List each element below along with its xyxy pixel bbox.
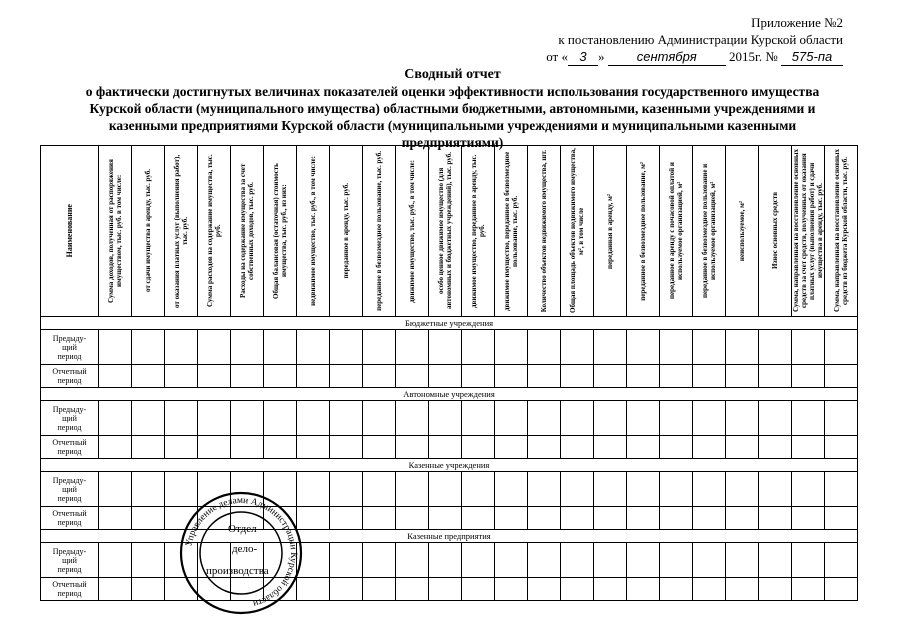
table-cell: [660, 578, 693, 601]
row-label: Отчетный период: [41, 507, 99, 530]
table-cell: [396, 578, 429, 601]
table-cell: [396, 401, 429, 436]
table-cell: [363, 543, 396, 578]
table-cell: [429, 472, 462, 507]
table-cell: [792, 543, 825, 578]
report-table: [40, 145, 858, 601]
table-cell: [594, 401, 627, 436]
table-cell: [825, 365, 858, 388]
table-cell: [627, 507, 660, 530]
table-cell: [99, 472, 132, 507]
table-cell: [99, 578, 132, 601]
table-cell: [99, 507, 132, 530]
column-header: Количество объектов недвижимого имущества, шт.: [528, 146, 561, 317]
table-cell: [726, 365, 759, 388]
table-cell: [627, 578, 660, 601]
table-cell: [726, 507, 759, 530]
table-cell: [198, 330, 231, 365]
table-cell: [825, 436, 858, 459]
table-cell: [396, 472, 429, 507]
table-cell: [825, 507, 858, 530]
table-cell: [528, 472, 561, 507]
row-label: Предыду- щий период: [41, 543, 99, 578]
column-header: переданное в безвозмездное пользование, тыс. руб.: [363, 146, 396, 317]
column-header: недвижимое имущество, тыс. руб., в том числе:: [297, 146, 330, 317]
table-cell: [825, 543, 858, 578]
table-cell: [660, 472, 693, 507]
table-cell: [396, 365, 429, 388]
table-cell: [528, 507, 561, 530]
table-cell: [726, 401, 759, 436]
table-cell: [627, 472, 660, 507]
column-header: переданное в аренду с почасовой оплатой и используемое организацией, м²: [660, 146, 693, 317]
stamp: [178, 490, 304, 616]
table-cell: [363, 507, 396, 530]
table-cell: [627, 330, 660, 365]
table-cell: [627, 543, 660, 578]
table-cell: [561, 436, 594, 459]
table-cell: [726, 472, 759, 507]
table-cell: [594, 365, 627, 388]
table-cell: [132, 543, 165, 578]
decree-day: 3: [568, 48, 598, 66]
table-cell: [429, 401, 462, 436]
table-cell: [495, 578, 528, 601]
table-cell: [429, 436, 462, 459]
table-cell: [627, 401, 660, 436]
table-cell: [660, 543, 693, 578]
table-cell: [396, 330, 429, 365]
table-cell: [462, 472, 495, 507]
table-cell: [726, 436, 759, 459]
table-cell: [99, 543, 132, 578]
table-cell: [396, 543, 429, 578]
table-cell: [462, 330, 495, 365]
section-title: Казенные предприятия: [41, 530, 858, 543]
column-header: особо ценное движимое имущество (для автономных и бюджетных учреждений), тыс. руб.: [429, 146, 462, 317]
table-cell: [792, 365, 825, 388]
table-cell: [594, 436, 627, 459]
table-cell: [198, 436, 231, 459]
table-cell: [693, 401, 726, 436]
table-cell: [825, 578, 858, 601]
table-cell: [693, 472, 726, 507]
table-cell: [792, 507, 825, 530]
appendix-date-line: от « 3 » сентября 2015г. № 575-па: [546, 48, 843, 66]
column-header: движимое имущество, переданное в безвозмездное пользование, тыс. руб.: [495, 146, 528, 317]
table-cell: [231, 330, 264, 365]
previous-period-row: [41, 330, 858, 365]
row-label: Отчетный период: [41, 436, 99, 459]
table-cell: [759, 330, 792, 365]
table-cell: [165, 436, 198, 459]
table-cell: [594, 472, 627, 507]
table-cell: [330, 472, 363, 507]
table-cell: [693, 543, 726, 578]
column-header: Сумма расходов на содержание имущества, тыс. руб.: [198, 146, 231, 317]
table-cell: [363, 365, 396, 388]
table-cell: [462, 401, 495, 436]
column-header: неиспользуемое, м²: [726, 146, 759, 317]
appendix-decree: к постановлению Администрации Курской области: [558, 32, 843, 47]
reporting-period-row: [41, 365, 858, 388]
table-cell: [132, 472, 165, 507]
table-cell: [627, 436, 660, 459]
table-cell: [528, 543, 561, 578]
previous-period-row: [41, 472, 858, 507]
column-header: Общая площадь объектов недвижимого имущества, м², в том числе: [561, 146, 594, 317]
column-header-name: Наименование: [41, 146, 99, 317]
table-cell: [132, 365, 165, 388]
table-cell: [660, 365, 693, 388]
table-cell: [231, 401, 264, 436]
table-cell: [594, 330, 627, 365]
table-cell: [297, 365, 330, 388]
column-header: переданное в безвозмездное пользование и используемое организацией, м²: [693, 146, 726, 317]
previous-period-row: [41, 401, 858, 436]
table-cell: [165, 365, 198, 388]
table-cell: [396, 507, 429, 530]
table-cell: [363, 472, 396, 507]
column-header: Сумма, направленная на восстановление основных средств из бюджета Курской области, тыс. руб.: [825, 146, 858, 317]
table-cell: [297, 330, 330, 365]
table-cell: [561, 472, 594, 507]
table-cell: [363, 401, 396, 436]
table-cell: [825, 472, 858, 507]
table-cell: [462, 543, 495, 578]
table-cell: [693, 436, 726, 459]
table-cell: [198, 365, 231, 388]
decree-month: сентября: [608, 48, 726, 66]
table-cell: [330, 578, 363, 601]
table-cell: [594, 578, 627, 601]
table-cell: [825, 401, 858, 436]
table-cell: [264, 365, 297, 388]
table-cell: [132, 578, 165, 601]
section-row: [41, 459, 858, 472]
column-header: Износ основных средств: [759, 146, 792, 317]
column-header: переданное в безвозмездное пользование, м²: [627, 146, 660, 317]
column-header: от оказания платных услуг (выполнения работ), тыс. руб.: [165, 146, 198, 317]
report-title: [60, 66, 845, 151]
table-cell: [462, 365, 495, 388]
table-header-row: [41, 146, 858, 317]
column-header: Сумма, направленная на восстановление основных средств за счет средств, полученных от оказания платных услуг (выполнения работ) и сдачи имущества в аренду, тыс. руб.: [792, 146, 825, 317]
table-cell: [429, 578, 462, 601]
table-cell: [363, 330, 396, 365]
column-header: переданное в аренду, тыс. руб.: [330, 146, 363, 317]
table-cell: [825, 330, 858, 365]
table-cell: [693, 365, 726, 388]
table-cell: [495, 365, 528, 388]
report-title-main: Сводный отчет: [404, 67, 501, 82]
row-label: Отчетный период: [41, 365, 99, 388]
table-cell: [693, 507, 726, 530]
column-header: Расходы на содержание имущества за счет собственных доходов, тыс. руб.: [231, 146, 264, 317]
table-cell: [528, 401, 561, 436]
table-cell: [792, 578, 825, 601]
table-cell: [495, 507, 528, 530]
table-cell: [561, 401, 594, 436]
table-cell: [264, 330, 297, 365]
table-cell: [495, 330, 528, 365]
stamp-center-2: дело-: [232, 543, 258, 555]
table-cell: [330, 507, 363, 530]
row-label: Предыду- щий период: [41, 472, 99, 507]
table-cell: [330, 436, 363, 459]
table-cell: [792, 330, 825, 365]
table-cell: [132, 436, 165, 459]
table-cell: [165, 401, 198, 436]
table-cell: [792, 436, 825, 459]
appendix-header: [546, 14, 843, 66]
table-cell: [297, 436, 330, 459]
reporting-period-row: [41, 578, 858, 601]
stamp-ring-text: Управление делами Администрации Курской области: [184, 495, 299, 609]
table-cell: [594, 507, 627, 530]
table-cell: [462, 578, 495, 601]
column-header: Общая балансовая (остаточная) стоимость имущества, тыс. руб., из них:: [264, 146, 297, 317]
table-cell: [759, 365, 792, 388]
table-cell: [759, 543, 792, 578]
table-cell: [495, 401, 528, 436]
table-cell: [561, 507, 594, 530]
reporting-period-row: [41, 507, 858, 530]
table-cell: [528, 330, 561, 365]
table-cell: [759, 401, 792, 436]
appendix-number: Приложение №2: [751, 15, 843, 30]
table-cell: [363, 578, 396, 601]
table-cell: [99, 365, 132, 388]
table-cell: [264, 436, 297, 459]
stamp-center-3: производства: [206, 565, 269, 577]
table-cell: [462, 507, 495, 530]
table-cell: [396, 436, 429, 459]
table-cell: [495, 436, 528, 459]
column-header: переданная в аренду, м²: [594, 146, 627, 317]
table-cell: [726, 543, 759, 578]
column-header: от сдачи имущества в аренду, тыс. руб.: [132, 146, 165, 317]
table-cell: [429, 365, 462, 388]
table-cell: [759, 436, 792, 459]
table-cell: [561, 330, 594, 365]
row-label: Предыду- щий период: [41, 401, 99, 436]
table-cell: [759, 507, 792, 530]
table-cell: [495, 543, 528, 578]
table-cell: [693, 578, 726, 601]
table-cell: [429, 507, 462, 530]
reporting-period-row: [41, 436, 858, 459]
table-cell: [297, 401, 330, 436]
table-cell: [726, 578, 759, 601]
table-cell: [594, 543, 627, 578]
table-cell: [561, 578, 594, 601]
column-header: Сумма доходов, полученная от распоряжения имуществом, тыс. руб. в том числе:: [99, 146, 132, 317]
section-row: [41, 530, 858, 543]
decree-number: 575-па: [781, 48, 843, 66]
table-cell: [792, 401, 825, 436]
table-cell: [792, 472, 825, 507]
table-cell: [330, 401, 363, 436]
section-title: Бюджетные учреждения: [41, 317, 858, 330]
section-title: Казенные учреждения: [41, 459, 858, 472]
table-cell: [363, 436, 396, 459]
table-cell: [495, 472, 528, 507]
column-header: движимое имущество, переданное в аренду, тыс. руб.: [462, 146, 495, 317]
row-label: Предыду- щий период: [41, 330, 99, 365]
table-cell: [132, 507, 165, 530]
table-cell: [264, 401, 297, 436]
table-cell: [561, 365, 594, 388]
table-cell: [99, 330, 132, 365]
section-row: [41, 317, 858, 330]
table-cell: [462, 436, 495, 459]
table-cell: [528, 365, 561, 388]
table-cell: [528, 436, 561, 459]
table-cell: [165, 330, 198, 365]
stamp-center-1: Отдел: [228, 523, 257, 535]
table-cell: [330, 365, 363, 388]
section-title: Автономные учреждения: [41, 388, 858, 401]
table-cell: [660, 330, 693, 365]
table-cell: [429, 543, 462, 578]
table-cell: [561, 543, 594, 578]
table-cell: [99, 401, 132, 436]
table-cell: [759, 472, 792, 507]
table-cell: [198, 401, 231, 436]
table-cell: [693, 330, 726, 365]
table-cell: [132, 330, 165, 365]
table-cell: [330, 330, 363, 365]
table-cell: [759, 578, 792, 601]
table-cell: [726, 330, 759, 365]
table-cell: [429, 330, 462, 365]
table-cell: [99, 436, 132, 459]
row-label: Отчетный период: [41, 578, 99, 601]
table-cell: [132, 401, 165, 436]
report-title-body: о фактически достигнутых величинах показателей оценки эффективности использования государственного имущества Курской области (муниципального имущества) областными бюджетными, автономными, казенными учреждениями и казенными предприятиями Курской области (муниципальными учреждениями и муниципальными казенными предприятиями): [85, 84, 820, 150]
table-cell: [231, 436, 264, 459]
column-header: движимое имущество, тыс. руб., в том числе:: [396, 146, 429, 317]
table-cell: [231, 365, 264, 388]
previous-period-row: [41, 543, 858, 578]
table-cell: [330, 543, 363, 578]
table-cell: [660, 507, 693, 530]
table-cell: [660, 436, 693, 459]
table-cell: [627, 365, 660, 388]
table-cell: [528, 578, 561, 601]
table-cell: [660, 401, 693, 436]
section-row: [41, 388, 858, 401]
